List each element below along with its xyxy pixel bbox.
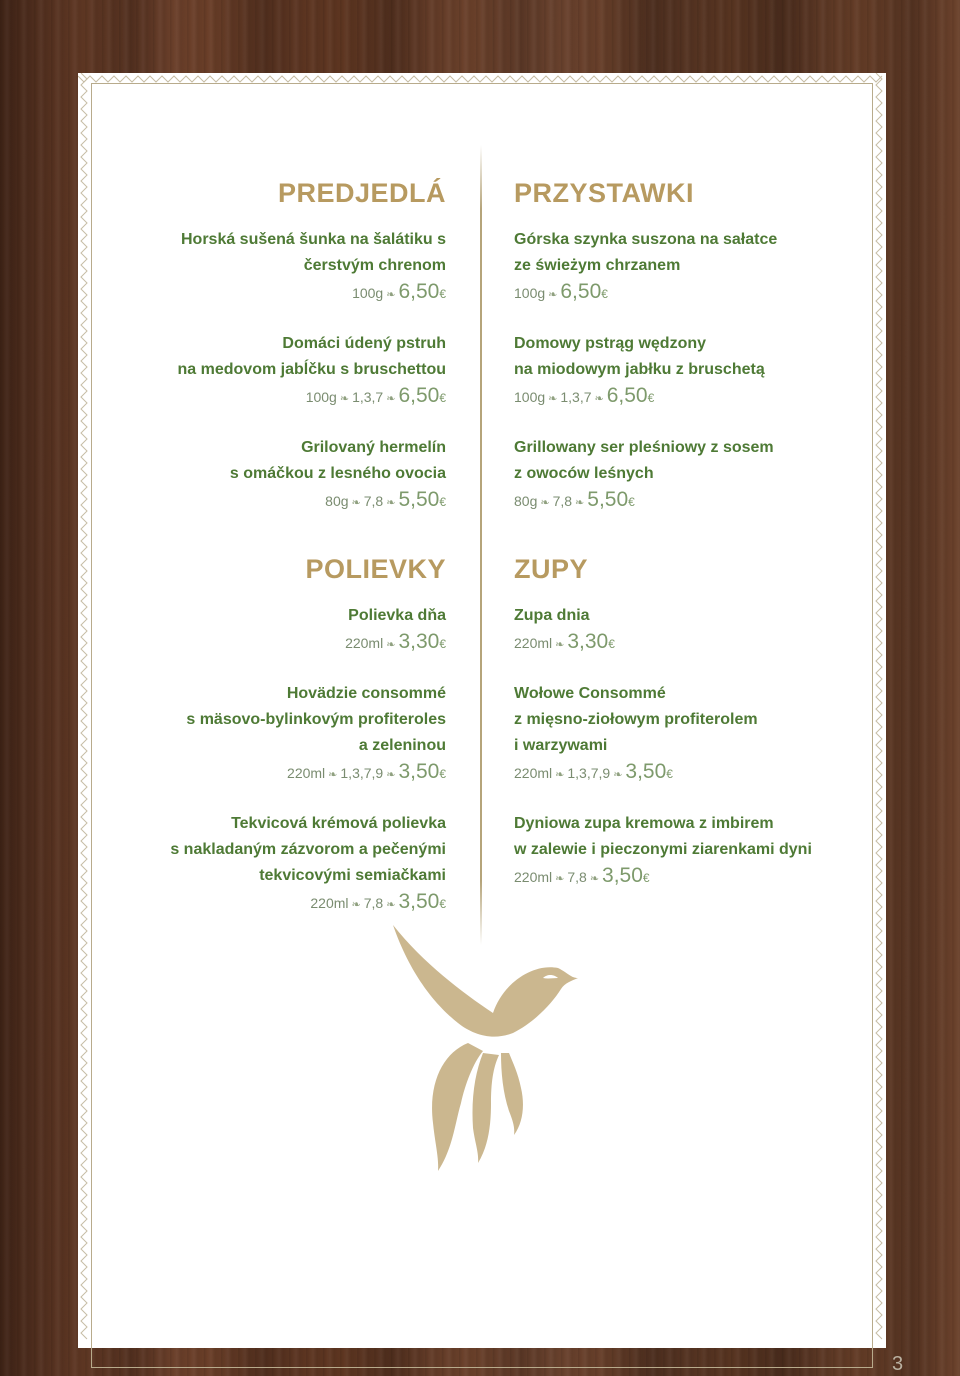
menu-item (126, 331, 446, 409)
dish-name-line: na miodowym jabłku z bruschetą (514, 361, 765, 378)
dish-meta (514, 487, 874, 513)
portion: 100g (514, 285, 546, 301)
section-title: ZUPY (514, 554, 589, 584)
menu-item (514, 603, 874, 655)
section-title: POLIEVKY (305, 554, 446, 584)
currency: € (439, 495, 446, 509)
currency: € (628, 495, 635, 509)
price: 6,50 (606, 384, 648, 407)
sprig-icon: ❧ (594, 393, 604, 405)
portion: 220ml (514, 869, 553, 885)
sprig-icon: ❧ (613, 769, 623, 781)
sprig-icon: ❧ (351, 497, 361, 509)
sprig-icon: ❧ (555, 769, 565, 781)
sprig-icon: ❧ (386, 899, 396, 911)
price: 6,50 (560, 280, 602, 303)
portion: 80g (325, 493, 349, 509)
currency: € (642, 871, 650, 885)
menu-item (126, 603, 446, 655)
dish-name-line: a zeleninou (358, 737, 446, 754)
menu-item (514, 331, 874, 409)
sprig-icon: ❧ (351, 899, 361, 911)
allergens: 7,8 (363, 895, 384, 911)
dish-meta (126, 629, 446, 655)
dish-meta (126, 759, 446, 785)
price: 5,50 (398, 488, 440, 511)
dish-name-line: w zalewie i pieczonymi ziarenkami dyni (514, 841, 812, 858)
portion: 220ml (345, 635, 384, 651)
currency: € (439, 637, 446, 651)
slovak-menu-column (126, 173, 446, 915)
dish-name-line: Górska szynka suszona na sałatce (514, 231, 778, 248)
section-title: PREDJEDLÁ (277, 178, 446, 208)
portion: 220ml (514, 635, 553, 651)
menu-item (126, 811, 446, 915)
dish-name-line: i warzywami (514, 737, 608, 754)
price: 6,50 (398, 384, 440, 407)
portion: 100g (305, 389, 337, 405)
sprig-icon: ❧ (339, 393, 350, 405)
dish-name-line: čerstvým chrenom (303, 257, 446, 274)
dish-name-line: s nakladaným zázvorom a pečenými (170, 841, 446, 858)
dish-name-line: Tekvicová krémová polievka (231, 815, 446, 832)
price: 3,30 (567, 630, 609, 653)
allergens: 7,8 (567, 869, 587, 885)
allergens: 7,8 (363, 493, 384, 509)
sprig-icon: ❧ (555, 873, 565, 885)
dish-name-line: Domowy pstrąg wędzony (514, 335, 707, 352)
currency: € (439, 897, 446, 911)
price: 3,50 (398, 760, 440, 783)
dish-name-line: Hovädzie consommé (286, 685, 446, 702)
price: 3,50 (625, 760, 667, 783)
allergens: 1,3,7,9 (340, 765, 384, 781)
dish-name-line: ze świeżym chrzanem (514, 257, 681, 274)
sprig-icon: ❧ (328, 769, 338, 781)
menu-item (126, 681, 446, 785)
dish-name-line: Horská sušená šunka na šalátiku s (180, 231, 446, 248)
dish-meta (514, 863, 874, 889)
sprig-icon: ❧ (555, 639, 565, 651)
dish-name-line: tekvicovými semiačkami (259, 867, 446, 884)
dish-name-line: Wołowe Consommé (514, 685, 666, 702)
dish-name-line: Domáci údený pstruh (282, 335, 446, 352)
dish-name-line: s omáčkou z lesného ovocia (229, 465, 446, 482)
currency: € (439, 391, 446, 405)
dish-name-line: Polievka dňa (348, 607, 446, 624)
menu-item (514, 227, 874, 305)
price: 5,50 (587, 488, 629, 511)
dish-meta (514, 279, 874, 305)
sprig-icon: ❧ (548, 393, 558, 405)
portion: 220ml (287, 765, 326, 781)
allergens: 7,8 (552, 493, 573, 509)
price: 6,50 (398, 280, 440, 303)
polish-menu-column (514, 173, 874, 889)
menu-item (514, 435, 874, 513)
dish-meta (126, 383, 446, 409)
dish-meta (126, 279, 446, 305)
menu-item (514, 681, 874, 785)
zigzag-border-left (78, 73, 98, 1340)
sprig-icon: ❧ (548, 289, 558, 301)
menu-item (126, 435, 446, 513)
sprig-icon: ❧ (540, 497, 550, 509)
sprig-icon: ❧ (386, 393, 396, 405)
zigzag-border-top (78, 73, 886, 93)
allergens: 1,3,7 (352, 389, 384, 405)
sprig-icon: ❧ (575, 497, 585, 509)
page-number: 3 (892, 1353, 904, 1375)
portion: 100g (514, 389, 546, 405)
dish-name-line: Grilovaný hermelín (301, 439, 446, 456)
bird-logo-icon (383, 923, 583, 1173)
sprig-icon: ❧ (386, 497, 396, 509)
allergens: 1,3,7 (560, 389, 592, 405)
portion: 220ml (514, 765, 553, 781)
dish-name-line: s mäsovo-bylinkovým profiteroles (186, 711, 446, 728)
dish-meta (514, 629, 874, 655)
portion: 100g (352, 285, 384, 301)
price: 3,50 (602, 864, 643, 887)
price: 3,30 (398, 630, 440, 653)
currency: € (647, 391, 655, 405)
dish-name-line: z mięsno-ziołowym profiterolem (514, 711, 758, 728)
currency: € (439, 767, 446, 781)
menu-page (78, 73, 904, 1375)
sprig-icon: ❧ (386, 289, 396, 301)
column-divider (480, 145, 482, 945)
dish-name-line: Grillowany ser pleśniowy z sosem (514, 439, 774, 456)
currency: € (608, 637, 615, 651)
section-title: PRZYSTAWKI (514, 178, 694, 208)
portion: 80g (514, 493, 538, 509)
dish-meta (126, 487, 446, 513)
menu-item (514, 811, 874, 889)
sprig-icon: ❧ (386, 769, 396, 781)
allergens: 1,3,7,9 (567, 765, 611, 781)
sprig-icon: ❧ (386, 639, 396, 651)
dish-name-line: Dyniowa zupa kremowa z imbirem (514, 815, 774, 832)
menu-item (126, 227, 446, 305)
dish-name-line: Zupa dnia (514, 607, 590, 624)
currency: € (601, 287, 608, 301)
dish-meta (514, 383, 874, 409)
dish-name-line: na medovom jabĺčku s bruschettou (177, 361, 446, 378)
dish-meta (514, 759, 874, 785)
currency: € (666, 767, 673, 781)
price: 3,50 (398, 890, 440, 913)
currency: € (439, 287, 446, 301)
dish-name-line: z owoców leśnych (514, 465, 654, 482)
dish-meta (126, 889, 446, 915)
sprig-icon: ❧ (589, 873, 600, 885)
portion: 220ml (310, 895, 349, 911)
